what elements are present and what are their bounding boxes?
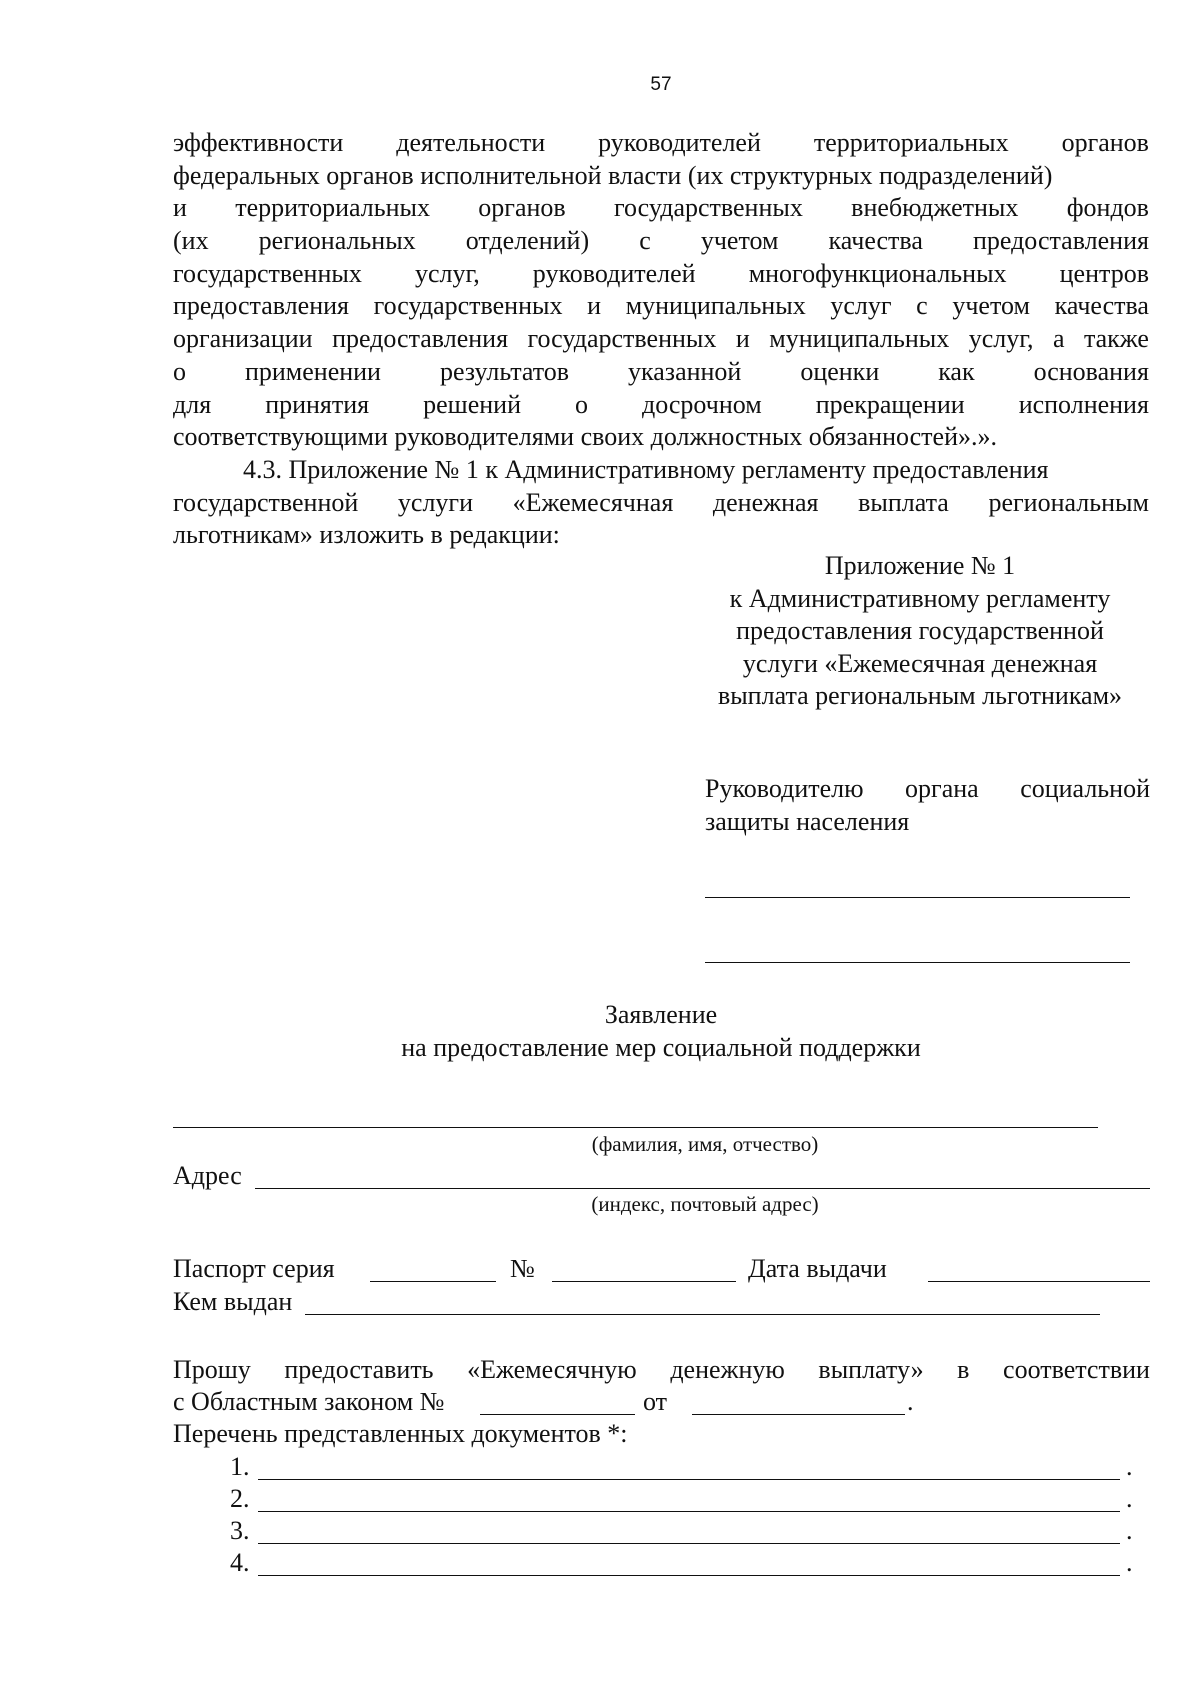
document-item-end: . xyxy=(1126,1484,1133,1513)
word: «Ежемесячная xyxy=(512,487,674,517)
word: услуг, xyxy=(414,258,480,288)
word: государственных xyxy=(614,193,803,223)
word: организации xyxy=(173,324,313,354)
word: с xyxy=(639,226,651,256)
document-item-field[interactable] xyxy=(258,1575,1120,1576)
word: предоставления xyxy=(332,324,509,354)
appendix-line: выплата региональным льготникам» xyxy=(717,681,1123,710)
word: как xyxy=(938,356,975,386)
word: органа xyxy=(905,774,979,803)
request-from-label: от xyxy=(643,1387,668,1416)
recipient-line: защиты населения xyxy=(705,807,910,836)
word: услуг xyxy=(830,291,892,321)
document-item-field[interactable] xyxy=(258,1543,1120,1544)
law-date-field[interactable] xyxy=(692,1414,905,1415)
recipient-block xyxy=(705,772,1150,838)
word: территориальных xyxy=(235,193,430,223)
document-item-end: . xyxy=(1126,1452,1133,1481)
form-title xyxy=(0,998,1200,1064)
word: выплата xyxy=(858,487,949,517)
word: для xyxy=(173,389,212,419)
request-line xyxy=(173,1354,1150,1386)
document-item xyxy=(230,1483,1150,1515)
word: региональных xyxy=(258,226,416,256)
word: фондов xyxy=(1066,193,1149,223)
word: «Ежемесячную xyxy=(467,1355,637,1384)
request-end-dot: . xyxy=(907,1387,914,1416)
word: эффективности xyxy=(173,128,344,157)
word: также xyxy=(1083,324,1149,354)
word: и xyxy=(587,291,602,321)
word: государственных xyxy=(173,258,362,288)
body-line xyxy=(173,160,1149,193)
document-item xyxy=(230,1547,1150,1579)
word: качества xyxy=(1054,291,1149,321)
word: применении xyxy=(244,356,381,386)
word: государственной xyxy=(173,487,359,517)
word: предоставления xyxy=(972,226,1149,256)
address-hint: (индекс, почтовый адрес) xyxy=(591,1192,819,1216)
page-number: 57 xyxy=(650,74,672,95)
word: денежную xyxy=(670,1355,785,1384)
document-item-number: 3. xyxy=(230,1516,250,1545)
word: муниципальных xyxy=(769,324,950,354)
appendix-line: услуги «Ежемесячная денежная xyxy=(742,648,1098,678)
word: принятия xyxy=(265,389,370,419)
address-field[interactable] xyxy=(255,1188,1150,1189)
appendix-line: Приложение № 1 xyxy=(824,551,1016,580)
word: многофункциональных xyxy=(748,258,1007,288)
form-subtitle-line: на предоставление мер социальной поддержки xyxy=(401,1033,921,1062)
word: решений xyxy=(423,389,521,419)
document-item-number: 4. xyxy=(230,1548,250,1577)
body-line xyxy=(173,487,1149,520)
fio-hint: (фамилия, имя, отчество) xyxy=(591,1132,819,1156)
appendix-line: предоставления государственной xyxy=(736,616,1104,645)
word: в xyxy=(957,1355,970,1384)
word: учетом xyxy=(700,226,779,256)
appendix-line: к Административному регламенту xyxy=(729,583,1111,613)
recipient-line xyxy=(705,772,1150,805)
word: региональным xyxy=(988,487,1149,517)
body-line xyxy=(173,258,1149,291)
law-number-field[interactable] xyxy=(480,1414,635,1415)
word: социальной xyxy=(1020,774,1150,803)
word: отделений) xyxy=(465,226,590,256)
word: органов xyxy=(478,193,566,223)
request-law-prefix: с Областным законом № xyxy=(173,1387,445,1416)
word: муниципальных xyxy=(625,291,806,321)
word: исполнения xyxy=(1018,389,1149,419)
word: государственных xyxy=(373,291,563,321)
form-title-line: Заявление xyxy=(604,1000,718,1029)
word: федеральных органов исполнительной власти (их структурных подразделений) xyxy=(173,160,1053,190)
issued-by-label: Кем выдан xyxy=(173,1287,293,1316)
word: услуг, xyxy=(968,324,1034,354)
word: учетом xyxy=(952,291,1030,321)
word: качества xyxy=(828,226,923,256)
document-item-number: 2. xyxy=(230,1484,250,1513)
body-line xyxy=(173,225,1149,258)
word: и xyxy=(735,324,750,354)
document-item-field[interactable] xyxy=(258,1511,1120,1512)
document-item-field[interactable] xyxy=(258,1479,1120,1480)
issue-date-label: Дата выдачи xyxy=(748,1254,887,1283)
word: о xyxy=(575,389,588,419)
body-text xyxy=(173,127,1149,552)
body-line xyxy=(173,323,1149,356)
word: денежная xyxy=(712,487,819,517)
body-line xyxy=(173,127,1149,160)
word: государственных xyxy=(527,324,717,354)
word: органов xyxy=(1061,128,1149,157)
body-line xyxy=(173,192,1149,225)
word: Руководителю xyxy=(705,774,864,803)
word: центров xyxy=(1059,258,1149,288)
body-line xyxy=(173,389,1149,422)
section-heading-line: 4.3. Приложение № 1 к Административному регламенту предоставления xyxy=(243,454,1049,484)
word: о xyxy=(173,356,186,386)
word: внебюджетных xyxy=(851,193,1019,223)
word: основания xyxy=(1033,356,1149,386)
word: Прошу xyxy=(173,1355,251,1384)
document-item xyxy=(230,1515,1150,1547)
word: и xyxy=(173,193,187,223)
word: руководителей xyxy=(532,258,696,288)
recipient-name-field[interactable] xyxy=(705,897,1130,898)
word: а xyxy=(1052,324,1065,354)
issued-by-field[interactable] xyxy=(305,1314,1100,1315)
word: предоставить xyxy=(284,1355,434,1384)
document-item-end: . xyxy=(1126,1516,1133,1545)
body-line xyxy=(173,290,1149,323)
body-line xyxy=(173,356,1149,389)
word: оценки xyxy=(800,356,880,386)
passport-number-label: № xyxy=(510,1254,535,1283)
appendix-heading xyxy=(690,550,1150,713)
passport-series-field[interactable] xyxy=(370,1281,496,1282)
word: руководителей xyxy=(598,128,761,157)
body-line: соответствующими руководителями своих должностных обязанностей».». xyxy=(173,422,997,452)
documents-label: Перечень представленных документов *: xyxy=(173,1419,628,1448)
word: (их xyxy=(173,226,209,256)
passport-series-label: Паспорт серия xyxy=(173,1254,335,1283)
word: указанной xyxy=(628,356,742,386)
word: результатов xyxy=(439,356,570,386)
word: с xyxy=(916,291,928,321)
issue-date-field[interactable] xyxy=(928,1281,1150,1282)
word: прекращении xyxy=(815,389,965,419)
word: деятельности xyxy=(396,128,546,157)
word: выплату» xyxy=(818,1355,924,1384)
recipient-name-field-2[interactable] xyxy=(705,962,1130,963)
word: досрочном xyxy=(642,389,762,419)
document-item xyxy=(230,1451,1150,1483)
word: услуги xyxy=(397,487,474,517)
word: соответствии xyxy=(1003,1355,1150,1384)
body-line: льготникам» изложить в редакции: xyxy=(173,520,560,550)
document-item-number: 1. xyxy=(230,1452,250,1481)
word: территориальных xyxy=(813,128,1009,157)
fio-field[interactable] xyxy=(173,1127,1098,1128)
word: предоставления xyxy=(173,291,349,321)
document-item-end: . xyxy=(1126,1548,1133,1577)
address-label: Адрес xyxy=(173,1161,242,1190)
passport-number-field[interactable] xyxy=(552,1281,736,1282)
